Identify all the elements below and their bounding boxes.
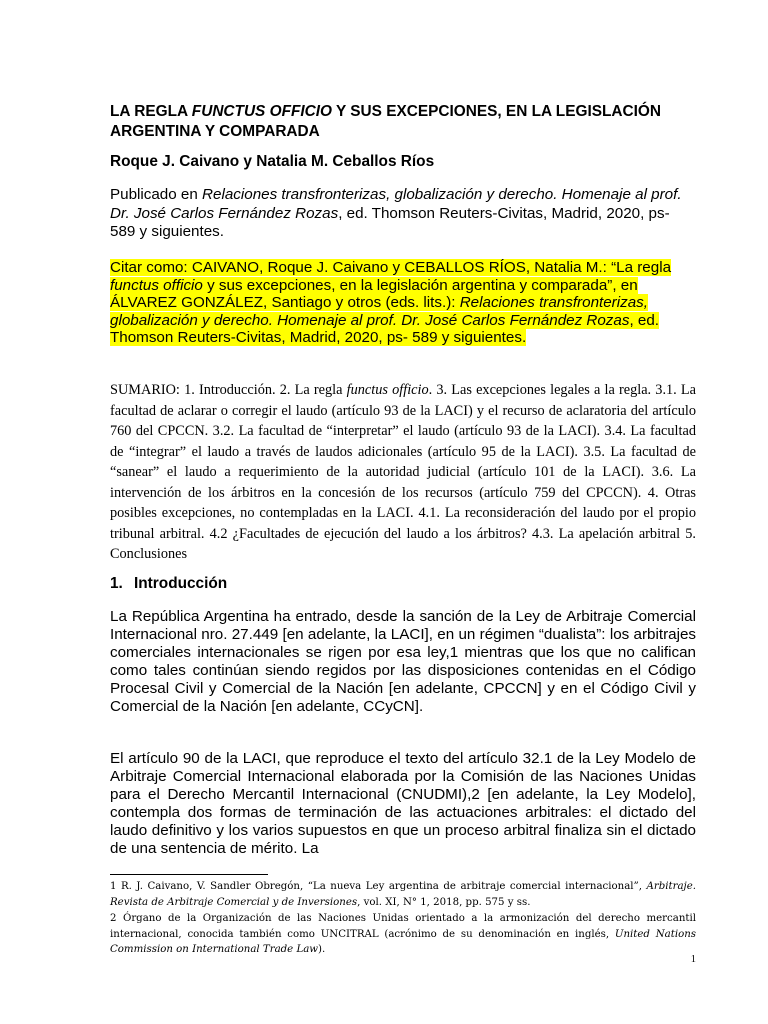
citation-note xyxy=(110,259,696,347)
section-title: Introducción xyxy=(134,575,228,592)
footnote-divider xyxy=(110,874,268,875)
authors: Roque J. Caivano y Natalia M. Ceballos Ríos xyxy=(110,153,435,170)
footnote: 2 Órgano de la Organización de las Naciones Unidas orientado a la armonización del derecho mercantil internacional, conocida también como UNCITRAL (acrónimo de su denominación en inglés, United Nations Commission on International Trade Law). xyxy=(110,913,696,955)
section-heading-introduction xyxy=(110,574,696,594)
body-paragraph: El artículo 90 de la LACI, que reproduce el texto del artículo 32.1 de la Ley Modelo de Arbitraje Comercial Internacional elaborada por la Comisión de las Naciones Unidas para el Derecho Mercantil Internacional (CNUDMI),2 [en adelante, la Ley Modelo], contempla dos formas de terminación de las actuaciones arbitrales: el dictado del laudo definitivo y los varios supuestos en que un proceso arbitral finaliza sin el dictado de una sentencia de mérito. La xyxy=(110,750,696,857)
summary: SUMARIO: 1. Introducción. 2. La regla functus officio. 3. Las excepciones legales a la regla. 3.1. La facultad de aclarar o corregir el laudo (artículo 93 de la LACI) y el recurso de aclaratoria del artículo 760 del CPCCN. 3.2. La facultad de “interpretar” el laudo (artículo 93 de la LACI). 3.4. La facultad de “integrar” el laudo a través de laudos adicionales (artículo 95 de la LACI). 3.5. La facultad de “sanear” el laudo a requerimiento de la autoridad judicial (artículo 101 de la LACI). 3.6. La intervención de los árbitros en la concesión de los recursos (artículo 759 del CPCCN). 4. Otras posibles excepciones, no contempladas en la LACI. 4.1. La reconsideración del laudo por el propio tribunal arbitral. 4.2 ¿Facultades de ejecución del laudo a los árbitros? 4.3. La apelación arbitral 5. Conclusiones xyxy=(110,382,696,562)
citation-highlight: Citar como: CAIVANO, Roque J. Caivano y CEBALLOS RÍOS, Natalia M.: “La regla functus officio y sus excepciones, en la legislación argentina y comparada”, en ÁLVAREZ GONZÁLEZ, Santiago y otros (eds. lits.): Relaciones transfronterizas, globalización y derecho. Homenaje al prof. Dr. José Carlos Fernández Rozas, ed. Thomson Reuters-Civitas, Madrid, 2020, ps- 589 y siguientes. xyxy=(110,259,672,347)
document-title: LA REGLA FUNCTUS OFFICIO Y SUS EXCEPCIONES, EN LA LEGISLACIÓN ARGENTINA Y COMPARADA xyxy=(110,103,661,140)
publication-note: Publicado en Relaciones transfronterizas, globalización y derecho. Homenaje al prof. Dr. José Carlos Fernández Rozas, ed. Thomson Reuters-Civitas, Madrid, 2020, ps- 589 y siguientes. xyxy=(110,186,682,240)
page-number: 1 xyxy=(690,954,696,965)
footnote: 1 R. J. Caivano, V. Sandler Obregón, “La nueva Ley argentina de arbitraje comercial internacional”, Arbitraje. Revista de Arbitraje Comercial y de Inversiones, vol. XI, N° 1, 2018, pp. 575 y ss. xyxy=(110,881,696,908)
section-number: 1. xyxy=(110,575,123,592)
body-paragraph: La República Argentina ha entrado, desde la sanción de la Ley de Arbitraje Comercial Internacional nro. 27.449 [en adelante, la LACI], en un régimen “dualista”: los arbitrajes comerciales internacionales se rigen por esa ley,1 mientras que los que no califican como tales continúan siendo regidos por las disposiciones contenidas en el Código Procesal Civil y Comercial de la Nación [en adelante, CPCCN] y en el Código Civil y Comercial de la Nación [en adelante, CCyCN]. xyxy=(110,608,696,715)
